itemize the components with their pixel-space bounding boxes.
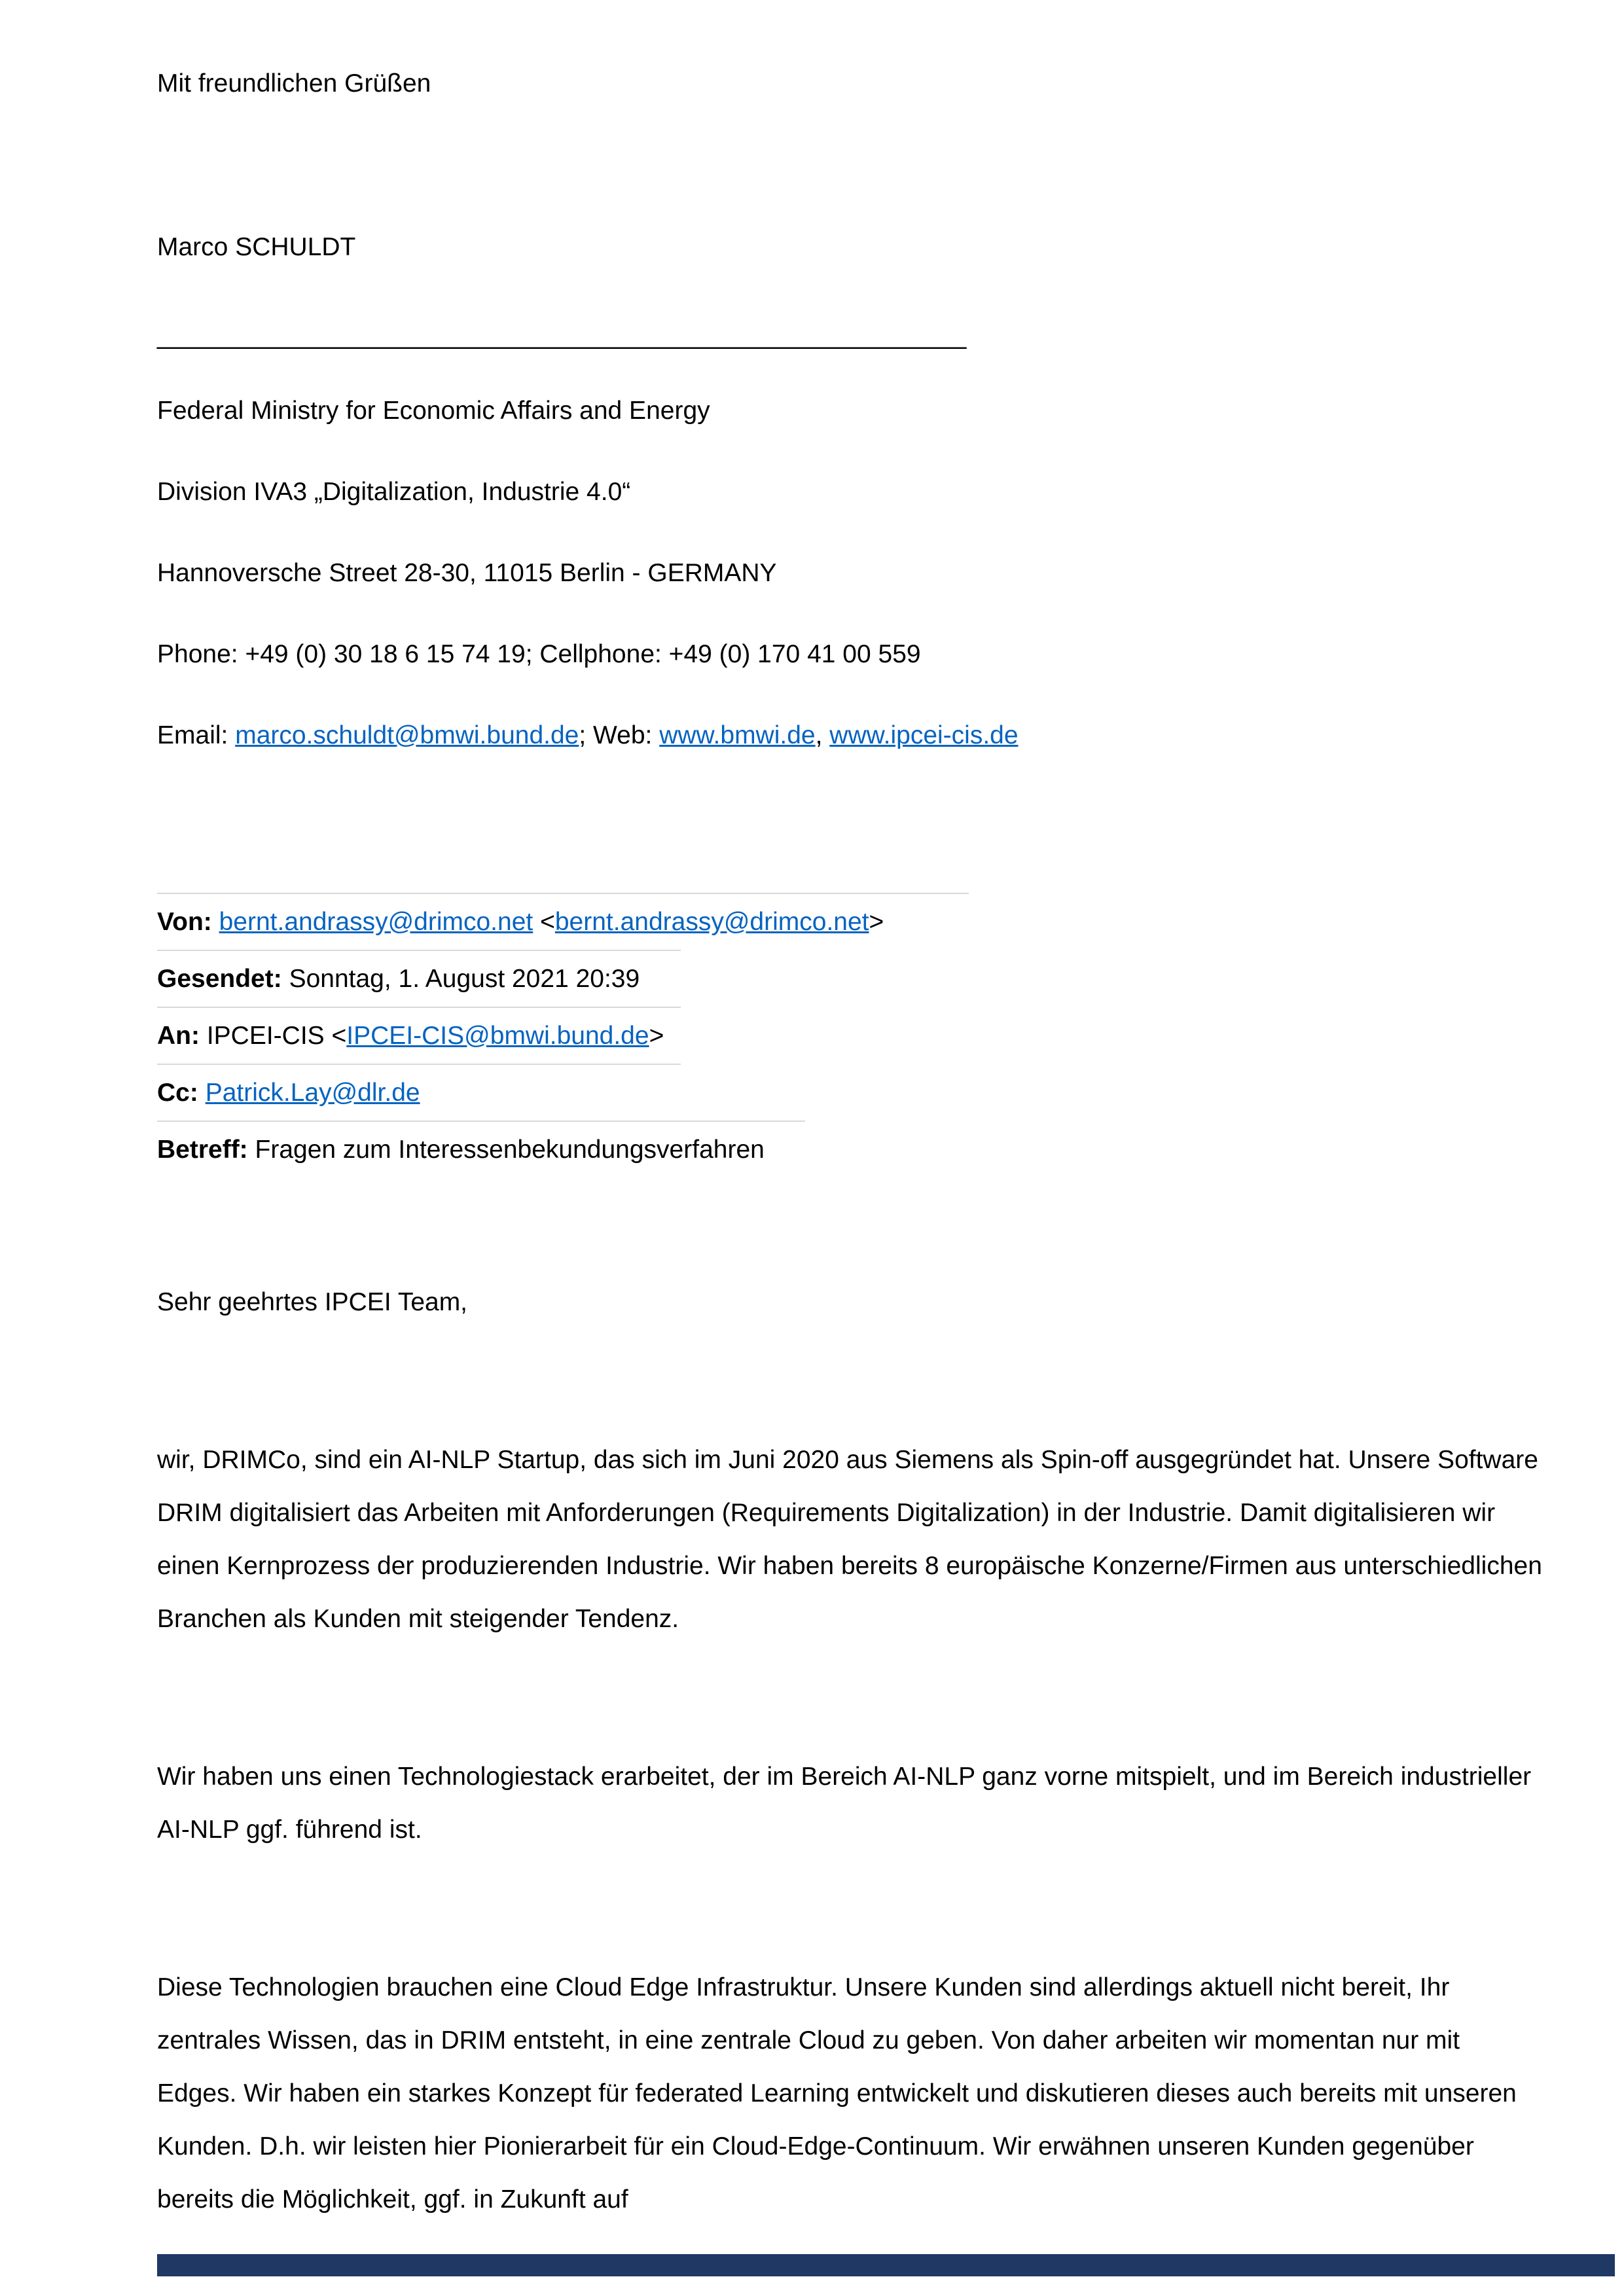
betreff-label: Betreff:: [157, 1136, 255, 1164]
cc-label: Cc:: [157, 1079, 206, 1107]
division-line: Division IVA3 „Digitalization, Industrie 4.0“: [157, 478, 631, 506]
forwarded-message-header: [157, 893, 1542, 1177]
an-pre: IPCEI-CIS <: [206, 1022, 347, 1050]
closing-line: Mit freundlichen Grüßen: [157, 69, 431, 98]
contact-line: [157, 709, 1542, 762]
von-mid: <: [533, 908, 555, 936]
von-sender-link-2[interactable]: bernt.andrassy@drimco.net: [554, 908, 869, 936]
body-paragraph-2: Wir haben uns einen Technologiestack erarbeitet, der im Bereich AI-NLP ganz vorne mitspielt, und im Bereich industrieller AI-NLP ggf. führend ist.: [157, 1763, 1532, 1844]
address-line: Hannoversche Street 28-30, 11015 Berlin - GERMANY: [157, 559, 777, 587]
web-link-bmwi[interactable]: www.bmwi.de: [659, 721, 816, 749]
header-row-betreff: [157, 1122, 1542, 1177]
phone-line: Phone: +49 (0) 30 18 6 15 74 19; Cellphone: +49 (0) 170 41 00 559: [157, 640, 921, 668]
an-recipient-link[interactable]: IPCEI-CIS@bmwi.bund.de: [346, 1022, 649, 1050]
header-row-cc: [157, 1065, 1542, 1121]
body-paragraph-3: Diese Technologien brauchen eine Cloud Edge Infrastruktur. Unsere Kunden sind allerdings aktuell nicht bereit, Ihr zentrales Wissen, das in DRIM entsteht, in eine zentrale Cloud zu geben. Von daher arbeiten wir momentan nur mit Edges. Wir haben ein starkes Konzept für federated Learning entwickelt und diskutieren dieses auch bereits mit unseren Kunden. D.h. wir leisten hier Pionierarbeit für ein Cloud-Edge-Continuum. Wir erwähnen unseren Kunden gegenüber bereits die Möglichkeit, ggf. in Zukunft auf: [157, 1973, 1517, 2214]
header-row-gesendet: [157, 951, 1542, 1007]
sender-name: Marco SCHULDT: [157, 233, 356, 261]
web-link-ipcei[interactable]: www.ipcei-cis.de: [829, 721, 1019, 749]
cc-recipient-link[interactable]: Patrick.Lay@dlr.de: [205, 1079, 420, 1107]
gesendet-value: Sonntag, 1. August 2021 20:39: [289, 965, 640, 993]
cut-off-table-header-bar: [157, 2254, 1615, 2276]
an-label: An:: [157, 1022, 207, 1050]
web-separator: ,: [815, 721, 830, 749]
email-link[interactable]: marco.schuldt@bmwi.bund.de: [235, 721, 579, 749]
signature-divider: _________________________________________________________: [157, 321, 967, 350]
von-label: Von:: [157, 908, 219, 936]
header-row-von: [157, 894, 1542, 950]
salutation-line: Sehr geehrtes IPCEI Team,: [157, 1288, 468, 1316]
gesendet-label: Gesendet:: [157, 965, 289, 993]
von-sender-link[interactable]: bernt.andrassy@drimco.net: [219, 908, 533, 936]
an-end: >: [649, 1022, 664, 1050]
betreff-value: Fragen zum Interessenbekundungsverfahren: [255, 1136, 765, 1164]
body-paragraph-1: wir, DRIMCo, sind ein AI-NLP Startup, das sich im Juni 2020 aus Siemens als Spin-off ausgegründet hat. Unsere Software DRIM digitalisiert das Arbeiten mit Anforderungen (Requirements Digitalization) in der Industrie. Damit digitalisieren wir einen Kernprozess der produzierenden Industrie. Wir haben bereits 8 europäische Konzerne/Firmen aus unterschiedlichen Branchen als Kunden mit steigender Tendenz.: [157, 1446, 1542, 1633]
organization-name: Federal Ministry for Economic Affairs and Energy: [157, 397, 710, 425]
email-label: Email:: [157, 721, 236, 749]
web-label: ; Web:: [579, 721, 660, 749]
header-row-an: [157, 1008, 1542, 1064]
von-end: >: [869, 908, 884, 936]
